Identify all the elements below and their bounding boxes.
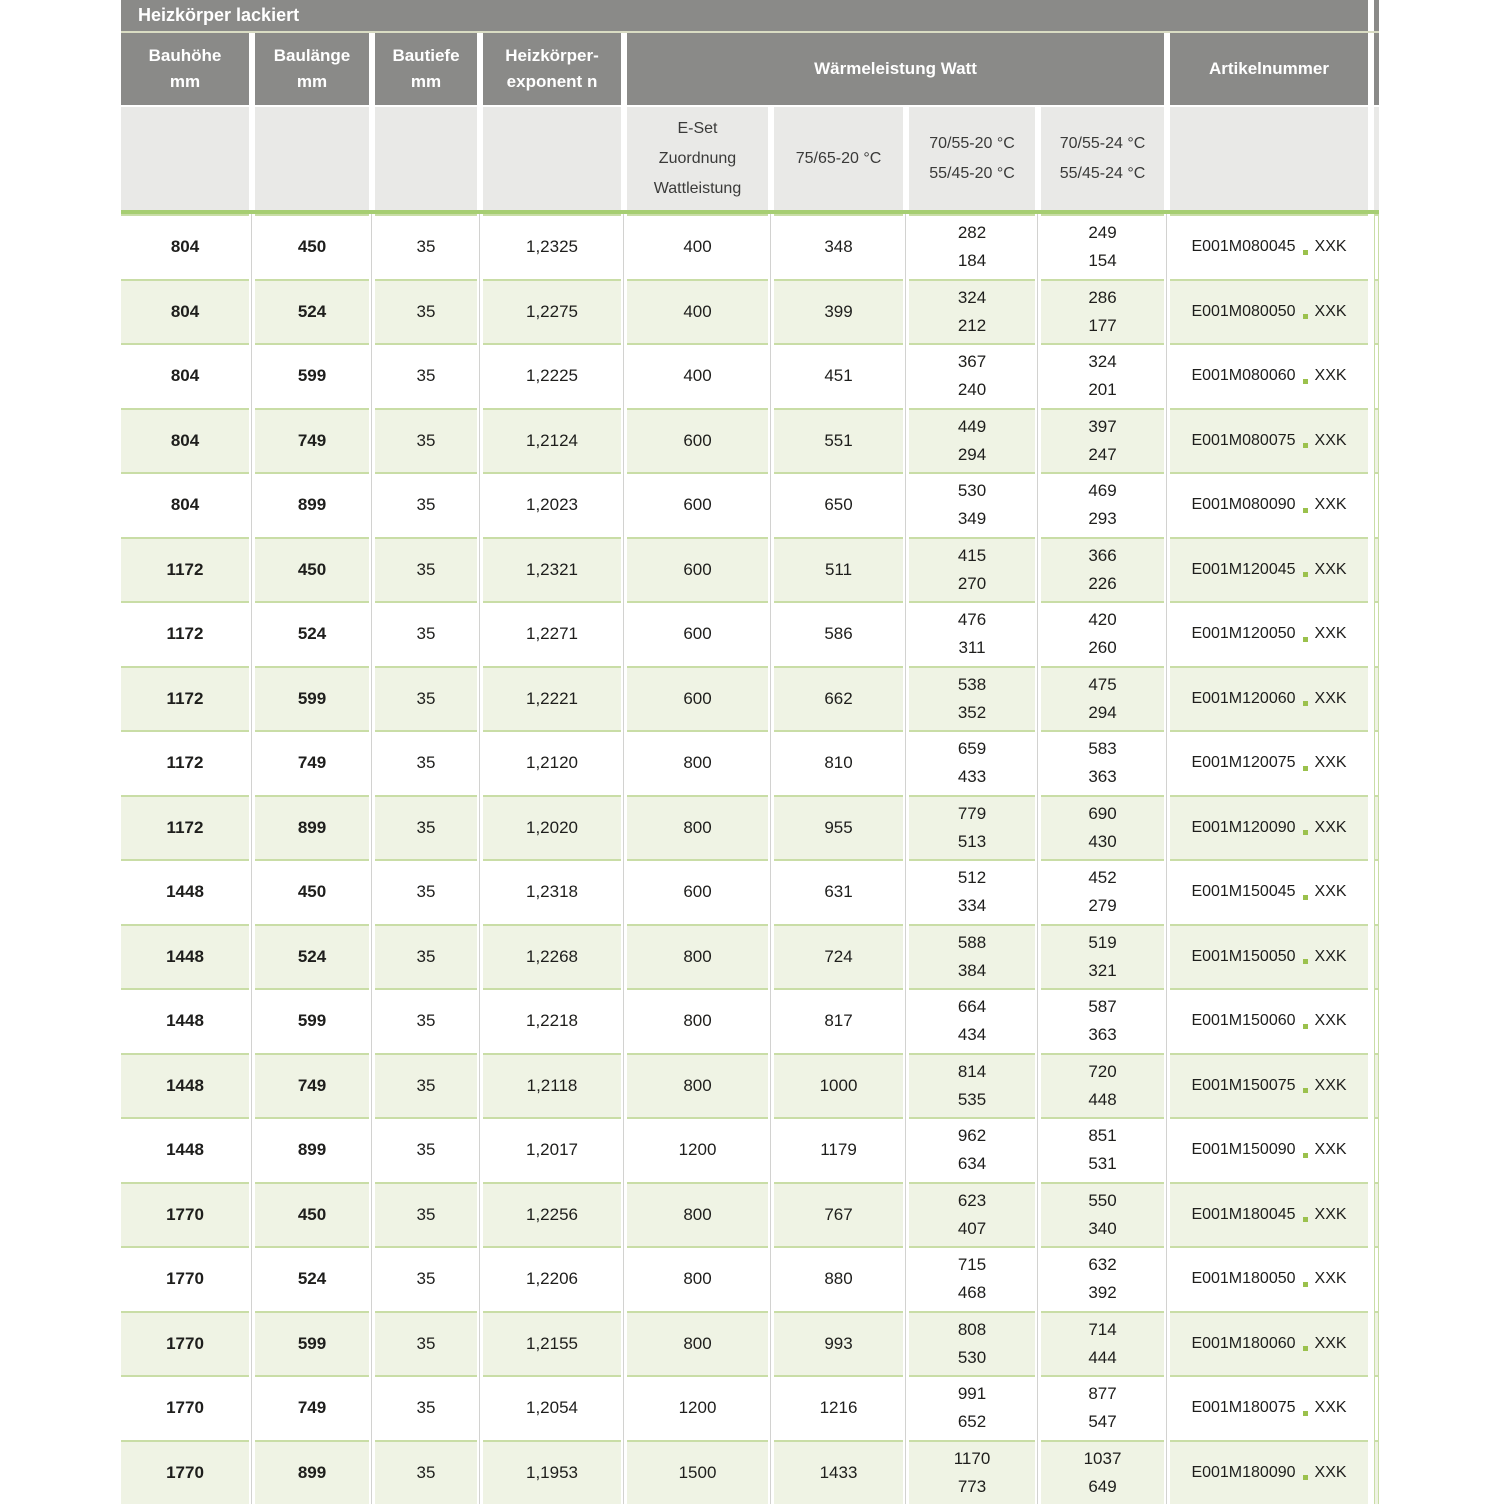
cell-watt-7055-20: 588 384 — [909, 924, 1035, 989]
cell-watt-7055-24: 587 363 — [1041, 988, 1164, 1053]
row-end-strip — [1374, 988, 1379, 1053]
cell-bautiefe: 35 — [375, 795, 477, 860]
cell-watt-7055-20: 808 530 — [909, 1311, 1035, 1376]
cell-watt-7055-24: 452 279 — [1041, 859, 1164, 924]
cell-watt-7565: 955 — [774, 795, 903, 860]
row-end-strip — [1374, 537, 1379, 602]
green-dot-icon — [1303, 314, 1308, 319]
table-row — [121, 924, 1379, 989]
cell-watt-7055-20: 814 535 — [909, 1053, 1035, 1118]
cell-eset-wattleistung: 600 — [627, 666, 768, 731]
cell-bauhoehe: 1172 — [121, 601, 249, 666]
cell-baulaenge: 599 — [255, 1311, 369, 1376]
title-end-strip — [1374, 0, 1379, 31]
cell-watt-7055-20: 538 352 — [909, 666, 1035, 731]
row-end-strip — [1374, 1311, 1379, 1376]
subheader-empty-artikel — [1170, 107, 1368, 210]
subheader-empty-baulaenge — [255, 107, 369, 210]
cell-exponent: 1,2321 — [483, 537, 621, 602]
cell-watt-7565: 511 — [774, 537, 903, 602]
cell-exponent: 1,1953 — [483, 1440, 621, 1504]
cell-bauhoehe: 1770 — [121, 1375, 249, 1440]
table-row — [121, 1053, 1379, 1118]
cell-watt-7055-24: 286 177 — [1041, 279, 1164, 344]
cell-watt-7055-20: 715 468 — [909, 1246, 1035, 1311]
cell-watt-7565: 880 — [774, 1246, 903, 1311]
cell-bauhoehe: 1448 — [121, 859, 249, 924]
row-end-strip — [1374, 924, 1379, 989]
table-row — [121, 1440, 1379, 1504]
cell-watt-7055-24: 632 392 — [1041, 1246, 1164, 1311]
green-dot-icon — [1303, 1153, 1308, 1158]
subheader-7565: 75/65-20 °C — [774, 107, 903, 210]
cell-exponent: 1,2020 — [483, 795, 621, 860]
cell-baulaenge: 599 — [255, 343, 369, 408]
cell-baulaenge: 524 — [255, 1246, 369, 1311]
cell-artikelnummer: E001M120045 XXK — [1170, 537, 1368, 602]
cell-watt-7055-20: 476 311 — [909, 601, 1035, 666]
cell-bautiefe: 35 — [375, 1117, 477, 1182]
cell-eset-wattleistung: 600 — [627, 472, 768, 537]
cell-watt-7565: 451 — [774, 343, 903, 408]
green-dot-icon — [1303, 1217, 1308, 1222]
cell-watt-7055-20: 991 652 — [909, 1375, 1035, 1440]
cell-bauhoehe: 1770 — [121, 1246, 249, 1311]
cell-baulaenge: 524 — [255, 601, 369, 666]
table-row — [121, 1246, 1379, 1311]
gutter-divider — [905, 214, 906, 1504]
cell-bauhoehe: 1172 — [121, 730, 249, 795]
row-end-strip — [1374, 279, 1379, 344]
cell-watt-7055-20: 415 270 — [909, 537, 1035, 602]
row-end-strip — [1374, 666, 1379, 731]
table-header-row — [121, 33, 1379, 105]
cell-baulaenge: 899 — [255, 1117, 369, 1182]
green-dot-icon — [1303, 443, 1308, 448]
table-row — [121, 1182, 1379, 1247]
cell-artikelnummer: E001M180060 XXK — [1170, 1311, 1368, 1376]
cell-baulaenge: 450 — [255, 214, 369, 279]
green-dot-icon — [1303, 572, 1308, 577]
cell-bautiefe: 35 — [375, 666, 477, 731]
cell-watt-7055-24: 690 430 — [1041, 795, 1164, 860]
green-dot-icon — [1303, 1024, 1308, 1029]
gutter-divider — [371, 214, 372, 1504]
cell-eset-wattleistung: 800 — [627, 924, 768, 989]
cell-eset-wattleistung: 600 — [627, 601, 768, 666]
table-row — [121, 1311, 1379, 1376]
table-row — [121, 988, 1379, 1053]
cell-artikelnummer: E001M080045 XXK — [1170, 214, 1368, 279]
cell-baulaenge: 749 — [255, 1053, 369, 1118]
table-row — [121, 601, 1379, 666]
cell-watt-7565: 810 — [774, 730, 903, 795]
cell-artikelnummer: E001M080075 XXK — [1170, 408, 1368, 473]
cell-bautiefe: 35 — [375, 730, 477, 795]
cell-artikelnummer: E001M180090 XXK — [1170, 1440, 1368, 1504]
cell-exponent: 1,2218 — [483, 988, 621, 1053]
cell-bauhoehe: 1448 — [121, 1117, 249, 1182]
table-row — [121, 472, 1379, 537]
cell-watt-7055-24: 397 247 — [1041, 408, 1164, 473]
green-dot-icon — [1303, 830, 1308, 835]
cell-exponent: 1,2023 — [483, 472, 621, 537]
subheader-7055-20: 70/55-20 °C 55/45-20 °C — [909, 107, 1035, 210]
cell-artikelnummer: E001M120050 XXK — [1170, 601, 1368, 666]
cell-artikelnummer: E001M150075 XXK — [1170, 1053, 1368, 1118]
cell-watt-7055-24: 519 321 — [1041, 924, 1164, 989]
cell-artikelnummer: E001M150060 XXK — [1170, 988, 1368, 1053]
cell-eset-wattleistung: 1200 — [627, 1375, 768, 1440]
row-end-strip — [1374, 1440, 1379, 1504]
cell-watt-7055-24: 714 444 — [1041, 1311, 1164, 1376]
cell-bauhoehe: 1448 — [121, 988, 249, 1053]
cell-bauhoehe: 804 — [121, 279, 249, 344]
table-row — [121, 279, 1379, 344]
table-row — [121, 408, 1379, 473]
cell-bautiefe: 35 — [375, 859, 477, 924]
subheader-empty-bautiefe — [375, 107, 477, 210]
cell-artikelnummer: E001M180075 XXK — [1170, 1375, 1368, 1440]
cell-exponent: 1,2221 — [483, 666, 621, 731]
cell-exponent: 1,2271 — [483, 601, 621, 666]
cell-baulaenge: 524 — [255, 924, 369, 989]
cell-bauhoehe: 1770 — [121, 1311, 249, 1376]
cell-bautiefe: 35 — [375, 924, 477, 989]
green-dot-icon — [1303, 1411, 1308, 1416]
gutter-divider — [251, 214, 252, 1504]
cell-baulaenge: 749 — [255, 408, 369, 473]
header-bautiefe: Bautiefe mm — [375, 33, 477, 105]
cell-bautiefe: 35 — [375, 988, 477, 1053]
cell-watt-7565: 399 — [774, 279, 903, 344]
table-row — [121, 795, 1379, 860]
cell-baulaenge: 450 — [255, 859, 369, 924]
row-end-strip — [1374, 601, 1379, 666]
cell-eset-wattleistung: 1200 — [627, 1117, 768, 1182]
cell-baulaenge: 899 — [255, 795, 369, 860]
cell-bauhoehe: 1172 — [121, 537, 249, 602]
header-waermeleistung: Wärmeleistung Watt — [627, 33, 1164, 105]
subheader-empty-bauhoehe — [121, 107, 249, 210]
cell-watt-7055-20: 324 212 — [909, 279, 1035, 344]
gutter-divider — [770, 214, 771, 1504]
cell-watt-7565: 1179 — [774, 1117, 903, 1182]
cell-exponent: 1,2275 — [483, 279, 621, 344]
cell-eset-wattleistung: 600 — [627, 859, 768, 924]
cell-exponent: 1,2054 — [483, 1375, 621, 1440]
cell-bauhoehe: 804 — [121, 472, 249, 537]
subheader-7055-24: 70/55-24 °C 55/45-24 °C — [1041, 107, 1164, 210]
cell-watt-7055-24: 475 294 — [1041, 666, 1164, 731]
cell-watt-7055-20: 1170 773 — [909, 1440, 1035, 1504]
gutter-divider — [623, 214, 624, 1504]
cell-exponent: 1,2318 — [483, 859, 621, 924]
cell-watt-7055-24: 851 531 — [1041, 1117, 1164, 1182]
row-end-strip — [1374, 1246, 1379, 1311]
header-baulaenge: Baulänge mm — [255, 33, 369, 105]
cell-bautiefe: 35 — [375, 408, 477, 473]
cell-bauhoehe: 1172 — [121, 795, 249, 860]
cell-watt-7055-24: 420 260 — [1041, 601, 1164, 666]
cell-watt-7565: 662 — [774, 666, 903, 731]
row-end-strip — [1374, 472, 1379, 537]
row-end-strip — [1374, 214, 1379, 279]
row-end-strip — [1374, 1117, 1379, 1182]
cell-bautiefe: 35 — [375, 1311, 477, 1376]
cell-eset-wattleistung: 800 — [627, 795, 768, 860]
cell-eset-wattleistung: 400 — [627, 214, 768, 279]
header-bauhoehe: Bauhöhe mm — [121, 33, 249, 105]
cell-watt-7055-20: 512 334 — [909, 859, 1035, 924]
cell-exponent: 1,2017 — [483, 1117, 621, 1182]
cell-eset-wattleistung: 1500 — [627, 1440, 768, 1504]
green-dot-icon — [1303, 1346, 1308, 1351]
cell-watt-7055-20: 623 407 — [909, 1182, 1035, 1247]
cell-exponent: 1,2118 — [483, 1053, 621, 1118]
cell-bauhoehe: 1448 — [121, 924, 249, 989]
green-dot-icon — [1303, 1475, 1308, 1480]
gutter-divider — [1166, 214, 1167, 1504]
cell-watt-7565: 551 — [774, 408, 903, 473]
cell-artikelnummer: E001M180045 XXK — [1170, 1182, 1368, 1247]
cell-bautiefe: 35 — [375, 537, 477, 602]
green-dot-icon — [1303, 766, 1308, 771]
green-dot-icon — [1303, 250, 1308, 255]
cell-bautiefe: 35 — [375, 1440, 477, 1504]
gutter-divider — [479, 214, 480, 1504]
cell-bauhoehe: 804 — [121, 343, 249, 408]
row-end-strip — [1374, 1053, 1379, 1118]
cell-watt-7055-20: 530 349 — [909, 472, 1035, 537]
green-dot-icon — [1303, 1088, 1308, 1093]
cell-exponent: 1,2325 — [483, 214, 621, 279]
cell-watt-7565: 348 — [774, 214, 903, 279]
gutter-divider — [1037, 214, 1038, 1504]
table-row — [121, 730, 1379, 795]
cell-artikelnummer: E001M150090 XXK — [1170, 1117, 1368, 1182]
cell-bauhoehe: 804 — [121, 408, 249, 473]
table-row — [121, 214, 1379, 279]
cell-exponent: 1,2256 — [483, 1182, 621, 1247]
row-end-strip — [1374, 1375, 1379, 1440]
cell-exponent: 1,2268 — [483, 924, 621, 989]
cell-artikelnummer: E001M120090 XXK — [1170, 795, 1368, 860]
cell-eset-wattleistung: 800 — [627, 988, 768, 1053]
cell-eset-wattleistung: 800 — [627, 730, 768, 795]
cell-bauhoehe: 1448 — [121, 1053, 249, 1118]
cell-bauhoehe: 804 — [121, 214, 249, 279]
cell-eset-wattleistung: 800 — [627, 1053, 768, 1118]
cell-watt-7055-24: 720 448 — [1041, 1053, 1164, 1118]
cell-baulaenge: 450 — [255, 1182, 369, 1247]
cell-artikelnummer: E001M180050 XXK — [1170, 1246, 1368, 1311]
cell-bautiefe: 35 — [375, 1182, 477, 1247]
cell-watt-7055-24: 550 340 — [1041, 1182, 1164, 1247]
cell-exponent: 1,2206 — [483, 1246, 621, 1311]
cell-bautiefe: 35 — [375, 472, 477, 537]
cell-watt-7565: 650 — [774, 472, 903, 537]
row-end-strip — [1374, 795, 1379, 860]
table-title-bar — [121, 0, 1379, 31]
green-dot-icon — [1303, 379, 1308, 384]
cell-bauhoehe: 1770 — [121, 1182, 249, 1247]
cell-baulaenge: 599 — [255, 666, 369, 731]
cell-baulaenge: 749 — [255, 1375, 369, 1440]
cell-bauhoehe: 1172 — [121, 666, 249, 731]
table-subheader-row — [121, 107, 1379, 210]
cell-exponent: 1,2124 — [483, 408, 621, 473]
green-dot-icon — [1303, 637, 1308, 642]
cell-watt-7055-20: 449 294 — [909, 408, 1035, 473]
cell-watt-7055-24: 583 363 — [1041, 730, 1164, 795]
cell-baulaenge: 450 — [255, 537, 369, 602]
table-row — [121, 1117, 1379, 1182]
cell-watt-7055-20: 664 434 — [909, 988, 1035, 1053]
cell-watt-7055-24: 877 547 — [1041, 1375, 1164, 1440]
cell-watt-7565: 1216 — [774, 1375, 903, 1440]
cell-artikelnummer: E001M150045 XXK — [1170, 859, 1368, 924]
cell-baulaenge: 749 — [255, 730, 369, 795]
green-dot-icon — [1303, 508, 1308, 513]
cell-baulaenge: 524 — [255, 279, 369, 344]
cell-watt-7565: 631 — [774, 859, 903, 924]
cell-bautiefe: 35 — [375, 1246, 477, 1311]
cell-bautiefe: 35 — [375, 279, 477, 344]
cell-eset-wattleistung: 800 — [627, 1311, 768, 1376]
header-exponent: Heizkörper- exponent n — [483, 33, 621, 105]
cell-watt-7565: 767 — [774, 1182, 903, 1247]
table-title: Heizkörper lackiert — [121, 0, 1368, 31]
row-end-strip — [1374, 859, 1379, 924]
cell-watt-7055-20: 779 513 — [909, 795, 1035, 860]
radiator-spec-table — [121, 0, 1379, 1504]
cell-watt-7055-20: 659 433 — [909, 730, 1035, 795]
cell-exponent: 1,2155 — [483, 1311, 621, 1376]
cell-watt-7055-20: 282 184 — [909, 214, 1035, 279]
table-body — [121, 214, 1379, 1504]
cell-eset-wattleistung: 800 — [627, 1182, 768, 1247]
cell-artikelnummer: E001M080050 XXK — [1170, 279, 1368, 344]
table-row — [121, 537, 1379, 602]
cell-baulaenge: 599 — [255, 988, 369, 1053]
cell-bautiefe: 35 — [375, 1053, 477, 1118]
row-end-strip — [1374, 408, 1379, 473]
table-row — [121, 1375, 1379, 1440]
row-end-strip — [1374, 343, 1379, 408]
green-dot-icon — [1303, 701, 1308, 706]
green-dot-icon — [1303, 1282, 1308, 1287]
header-end-strip — [1374, 33, 1379, 105]
cell-watt-7565: 1000 — [774, 1053, 903, 1118]
cell-watt-7055-20: 962 634 — [909, 1117, 1035, 1182]
row-end-strip — [1374, 1182, 1379, 1247]
cell-watt-7565: 586 — [774, 601, 903, 666]
cell-exponent: 1,2120 — [483, 730, 621, 795]
cell-eset-wattleistung: 800 — [627, 1246, 768, 1311]
subheader-empty-exponent — [483, 107, 621, 210]
cell-watt-7565: 993 — [774, 1311, 903, 1376]
cell-watt-7055-24: 366 226 — [1041, 537, 1164, 602]
cell-watt-7055-24: 249 154 — [1041, 214, 1164, 279]
cell-artikelnummer: E001M120075 XXK — [1170, 730, 1368, 795]
cell-eset-wattleistung: 600 — [627, 537, 768, 602]
row-end-strip — [1374, 730, 1379, 795]
green-dot-icon — [1303, 895, 1308, 900]
cell-artikelnummer: E001M120060 XXK — [1170, 666, 1368, 731]
cell-baulaenge: 899 — [255, 1440, 369, 1504]
cell-bautiefe: 35 — [375, 343, 477, 408]
cell-watt-7565: 817 — [774, 988, 903, 1053]
cell-baulaenge: 899 — [255, 472, 369, 537]
cell-watt-7565: 1433 — [774, 1440, 903, 1504]
subheader-end-strip — [1374, 107, 1379, 210]
cell-watt-7055-24: 324 201 — [1041, 343, 1164, 408]
cell-bauhoehe: 1770 — [121, 1440, 249, 1504]
cell-artikelnummer: E001M080060 XXK — [1170, 343, 1368, 408]
cell-watt-7055-24: 469 293 — [1041, 472, 1164, 537]
subheader-eset: E-Set Zuordnung Wattleistung — [627, 107, 768, 210]
cell-eset-wattleistung: 600 — [627, 408, 768, 473]
header-artikelnummer: Artikelnummer — [1170, 33, 1368, 105]
table-row — [121, 343, 1379, 408]
green-dot-icon — [1303, 959, 1308, 964]
cell-watt-7055-20: 367 240 — [909, 343, 1035, 408]
cell-watt-7565: 724 — [774, 924, 903, 989]
cell-bautiefe: 35 — [375, 601, 477, 666]
cell-artikelnummer: E001M080090 XXK — [1170, 472, 1368, 537]
cell-exponent: 1,2225 — [483, 343, 621, 408]
cell-eset-wattleistung: 400 — [627, 343, 768, 408]
table-row — [121, 859, 1379, 924]
cell-watt-7055-24: 1037 649 — [1041, 1440, 1164, 1504]
cell-bautiefe: 35 — [375, 1375, 477, 1440]
cell-eset-wattleistung: 400 — [627, 279, 768, 344]
cell-bautiefe: 35 — [375, 214, 477, 279]
table-row — [121, 666, 1379, 731]
cell-artikelnummer: E001M150050 XXK — [1170, 924, 1368, 989]
